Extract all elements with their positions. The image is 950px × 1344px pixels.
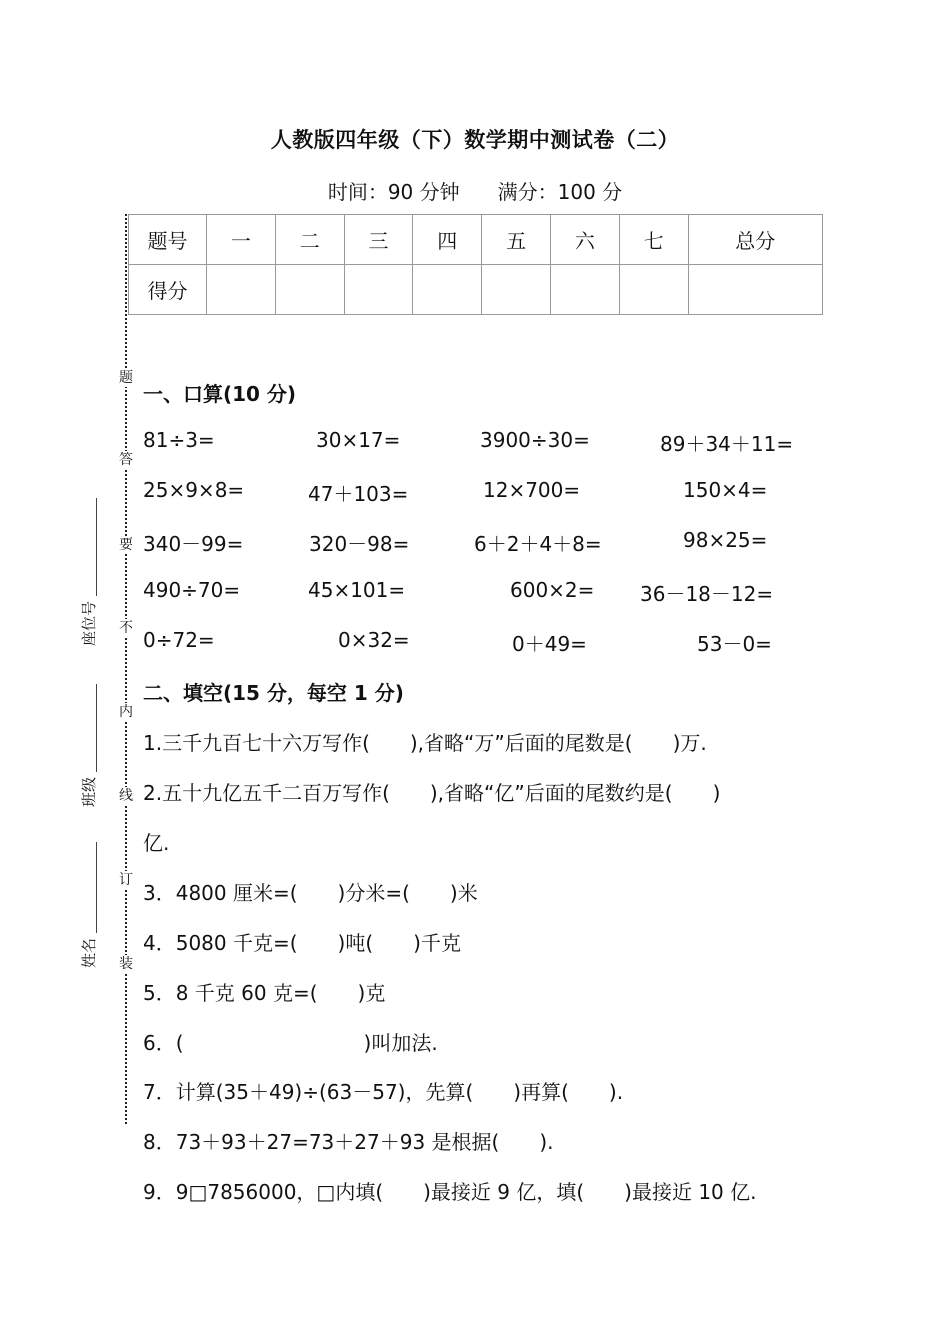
- fill-blank-item: 7．计算(35＋49)÷(63－57)，先算( )再算( ).: [143, 1080, 624, 1104]
- oral-problem: 98×25=: [683, 528, 768, 552]
- oral-problem: 30×17=: [316, 428, 401, 452]
- score-header-cell: 七: [619, 215, 688, 265]
- fill-blank-item: 8．73＋93＋27=73＋27＋93 是根据( ).: [143, 1130, 554, 1154]
- oral-problem: 6＋2＋4＋8=: [474, 532, 602, 556]
- exam-info: [0, 176, 950, 205]
- page-title: 人教版四年级（下）数学期中测试卷（二）: [270, 128, 680, 152]
- oral-problem: 81÷3=: [143, 428, 215, 452]
- oral-problem: 320－98=: [309, 532, 410, 556]
- oral-problem: 0÷72=: [143, 628, 215, 652]
- oral-problem: 36－18－12=: [640, 582, 774, 606]
- oral-problem: 340－99=: [143, 532, 244, 556]
- score-input-cell[interactable]: [619, 265, 688, 315]
- name-line[interactable]: [96, 842, 97, 933]
- oral-problem: 47＋103=: [308, 482, 409, 506]
- oral-problem: 0＋49=: [512, 632, 587, 656]
- score-header-cell: 四: [413, 215, 482, 265]
- oral-problem: 150×4=: [683, 478, 768, 502]
- score-table: [128, 214, 823, 315]
- oral-problem: 25×9×8=: [143, 478, 245, 502]
- score-header-cell: 总分: [688, 215, 822, 265]
- binding-char: 要: [116, 536, 136, 554]
- seat-number-label: 座位号: [80, 600, 98, 646]
- score-input-cell[interactable]: [275, 265, 344, 315]
- oral-problem: 45×101=: [308, 578, 406, 602]
- score-header-cell: 题号: [129, 215, 207, 265]
- fill-blank-item: 亿.: [143, 831, 170, 855]
- score-input-cell[interactable]: [482, 265, 551, 315]
- score-header-cell: 六: [550, 215, 619, 265]
- score-input-cell[interactable]: [688, 265, 822, 315]
- score-input-cell[interactable]: [207, 265, 276, 315]
- class-label: 班级: [80, 776, 98, 807]
- exam-full-score: 满分：100 分: [497, 180, 623, 204]
- fill-blank-item: 1.三千九百七十六万写作( ),省略“万”后面的尾数是( )万.: [143, 731, 707, 755]
- seat-number-line[interactable]: [96, 498, 97, 596]
- oral-problem: 490÷70=: [143, 578, 241, 602]
- fill-blank-item: 4．5080 千克=( )吨( )千克: [143, 931, 461, 955]
- fill-blank-item: 2.五十九亿五千二百万写作( ),省略“亿”后面的尾数约是( ): [143, 781, 721, 805]
- score-table-header-row: [129, 215, 823, 265]
- score-header-cell: 三: [344, 215, 413, 265]
- score-header-cell: 五: [482, 215, 551, 265]
- oral-problem: 3900÷30=: [480, 428, 590, 452]
- fill-blank-item: 3．4800 厘米=( )分米=( )米: [143, 881, 478, 905]
- section2-heading: 二、填空(15 分，每空 1 分): [143, 681, 404, 705]
- exam-time: 时间：90 分钟: [327, 180, 460, 204]
- section1-heading: 一、口算(10 分): [143, 382, 297, 406]
- binding-char: 订: [116, 871, 136, 889]
- score-input-cell[interactable]: [344, 265, 413, 315]
- score-row-label: 得分: [129, 265, 207, 315]
- binding-char: 装: [116, 955, 136, 973]
- oral-problem: 53－0=: [697, 632, 772, 656]
- binding-char: 题: [116, 369, 136, 387]
- score-input-cell[interactable]: [550, 265, 619, 315]
- oral-problem: 89＋34＋11=: [660, 432, 794, 456]
- score-table-score-row: [129, 265, 823, 315]
- binding-char: 不: [116, 619, 136, 637]
- binding-char: 线: [116, 787, 136, 805]
- binding-char: 答: [116, 451, 136, 469]
- binding-dotted-line: [125, 214, 127, 1124]
- fill-blank-item: 9．9□7856000，□内填( )最接近 9 亿，填( )最接近 10 亿.: [143, 1180, 757, 1204]
- score-input-cell[interactable]: [413, 265, 482, 315]
- fill-blank-item: 5．8 千克 60 克=( )克: [143, 981, 386, 1005]
- oral-problem: 0×32=: [338, 628, 410, 652]
- score-header-cell: 二: [275, 215, 344, 265]
- oral-problem: 12×700=: [483, 478, 581, 502]
- class-line[interactable]: [96, 684, 97, 772]
- score-header-cell: 一: [207, 215, 276, 265]
- fill-blank-item: 6．( )叫加法.: [143, 1031, 438, 1055]
- name-label: 姓名: [80, 937, 98, 968]
- binding-char: 内: [116, 703, 136, 721]
- oral-problem: 600×2=: [510, 578, 595, 602]
